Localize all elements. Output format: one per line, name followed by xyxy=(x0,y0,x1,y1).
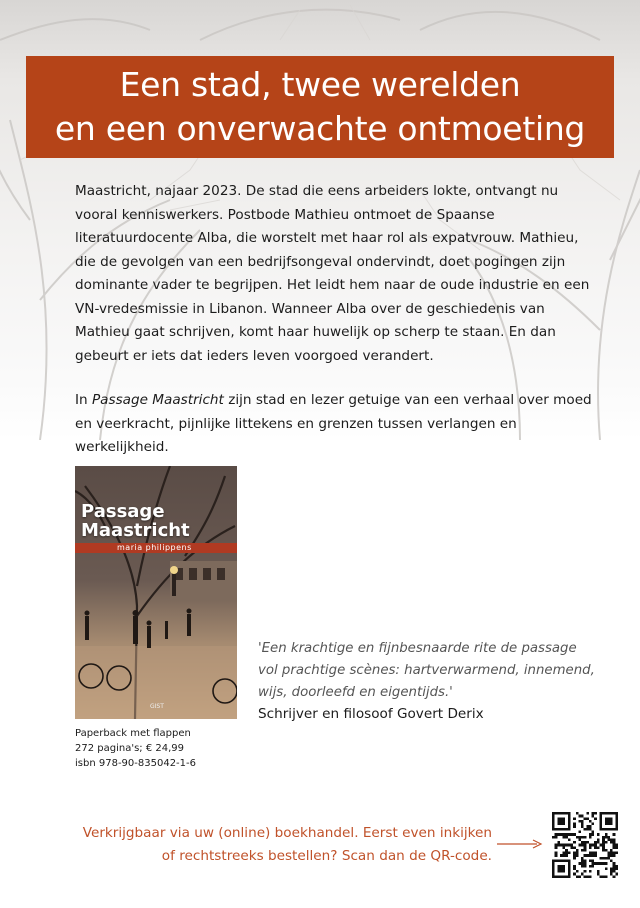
paragraph-2-intro: In xyxy=(75,392,92,408)
book-details xyxy=(75,726,245,771)
quote-line-2: vol prachtige scènes: hartverwarmend, innemend, xyxy=(258,663,595,678)
synopsis xyxy=(75,180,595,460)
review-quote xyxy=(258,638,598,704)
cta-line-2: of rechtstreeks bestellen? Scan dan de QR-code. xyxy=(161,848,492,864)
headline-line-1: Een stad, twee werelden xyxy=(119,65,521,104)
quote-attribution: Schrijver en filosoof Govert Derix xyxy=(258,706,484,722)
cover-title xyxy=(81,502,190,540)
book-cover xyxy=(75,466,237,719)
cover-author: maria philippens xyxy=(117,543,192,552)
synopsis-paragraph-2 xyxy=(75,389,595,460)
headline-banner xyxy=(26,56,614,158)
paragraph-2-rest: zijn stad en lezer getuige van een verhaal over moed en veerkracht, pijnlijke littekens en grenzen tussen verlangen en werkelijkheid. xyxy=(75,392,592,455)
qr-code-icon[interactable] xyxy=(552,812,618,878)
order-call-to-action xyxy=(83,822,492,868)
book-title-inline: Passage Maastricht xyxy=(91,392,224,408)
cover-publisher: GIST xyxy=(150,703,164,710)
cover-title-line-1: Passage xyxy=(81,501,165,522)
book-pages-price: 272 pagina's; € 24,99 xyxy=(75,743,185,754)
headline-line-2: en een onverwachte ontmoeting xyxy=(54,109,586,148)
cover-title-line-2: Maastricht xyxy=(81,520,190,541)
book-format: Paperback met flappen xyxy=(75,728,191,739)
quote-line-3: wijs, doorleefd en eigentijds.' xyxy=(258,685,453,700)
arrow-right-icon xyxy=(497,838,543,850)
synopsis-paragraph-1: Maastricht, najaar 2023. De stad die eens arbeiders lokte, ontvangt nu vooral kenniswerkers. Postbode Mathieu ontmoet de Spaanse literatuurdocente Alba, die worstelt met haar rol als expatvrouw. Mathieu, die de gevolgen van een bedrijfsongeval ondervindt, doet pogingen zijn dominante vader te begrijpen. Het leidt hem naar de oude industrie en een VN-vredesmissie in Libanon. Wanneer Alba over de geschiedenis van Mathieu gaat schrijven, komt haar huwelijk op scherp te staan. En dan gebeurt er iets dat ieders leven voorgoed verandert. xyxy=(75,183,590,364)
book-isbn: isbn 978-90-835042-1-6 xyxy=(75,758,196,769)
quote-line-1: 'Een krachtige en fijnbesnaarde rite de passage xyxy=(258,641,577,656)
cta-line-1: Verkrijgbaar via uw (online) boekhandel. Eerst even inkijken xyxy=(82,825,492,841)
